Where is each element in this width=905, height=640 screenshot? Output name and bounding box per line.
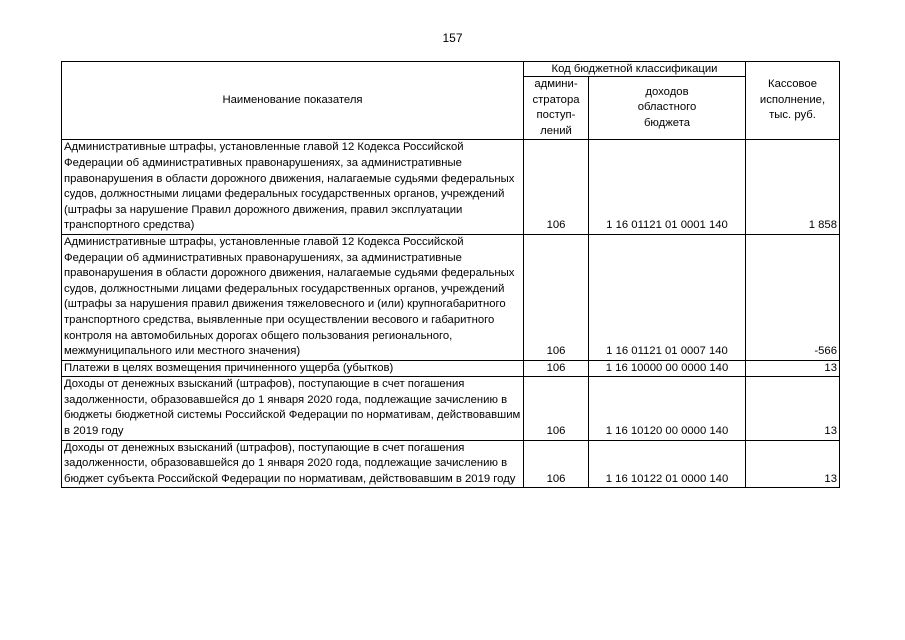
row-amount: -566 (746, 234, 840, 360)
table-header (62, 62, 840, 140)
row-amount: 13 (746, 360, 840, 377)
row-income-code: 1 16 01121 01 0001 140 (589, 140, 746, 235)
header-income: доходов областного бюджета (589, 77, 746, 140)
row-amount: 13 (746, 377, 840, 440)
row-admin-code: 106 (524, 360, 589, 377)
table-row (62, 377, 840, 440)
table-row (62, 360, 840, 377)
row-amount: 1 858 (746, 140, 840, 235)
row-name: Административные штрафы, установленные главой 12 Кодекса Российской Федерации об административных правонарушениях, за административные правонарушения в области дорожного движения, налагаемые судьями федеральных судов, должностными лицами федеральных государственных органов, учреждений (штрафы за нарушение Правил дорожного движения, правил эксплуатации транспортного средства) (62, 140, 524, 235)
row-name: Доходы от денежных взысканий (штрафов), поступающие в счет погашения задолженности, образовавшейся до 1 января 2020 года, подлежащие зачислению в бюджеты бюджетной системы Российской Федерации по нормативам, действовавшим в 2019 году (62, 377, 524, 440)
row-admin-code: 106 (524, 377, 589, 440)
header-budget-code: Код бюджетной классификации (524, 62, 746, 77)
table-row (62, 234, 840, 360)
header-administrator: админи-стратора поступ-лений (524, 77, 589, 140)
row-amount: 13 (746, 440, 840, 488)
row-name: Платежи в целях возмещения причиненного ущерба (убытков) (62, 360, 524, 377)
table-body (62, 140, 840, 488)
budget-table (61, 61, 840, 488)
row-income-code: 1 16 10120 00 0000 140 (589, 377, 746, 440)
row-admin-code: 106 (524, 440, 589, 488)
header-name: Наименование показателя (62, 62, 524, 140)
row-admin-code: 106 (524, 234, 589, 360)
row-name: Доходы от денежных взысканий (штрафов), поступающие в счет погашения задолженности, образовавшейся до 1 января 2020 года, подлежащие зачислению в бюджет субъекта Российской Федерации по нормативам, действовавшим в 2019 году (62, 440, 524, 488)
row-income-code: 1 16 10122 01 0000 140 (589, 440, 746, 488)
table-row (62, 440, 840, 488)
table-row (62, 140, 840, 235)
row-name: Административные штрафы, установленные главой 12 Кодекса Российской Федерации об административных правонарушениях, за административные правонарушения в области дорожного движения, налагаемые судьями федеральных судов, должностными лицами федеральных государственных органов, учреждений (штрафы за нарушения правил движения тяжеловесного и (или) крупногабаритного транспортного средства, выявленные при осуществлении весового и габаритного контроля на автомобильных дорогах общего пользования регионального, межмуниципального или местного значения) (62, 234, 524, 360)
row-income-code: 1 16 10000 00 0000 140 (589, 360, 746, 377)
row-admin-code: 106 (524, 140, 589, 235)
header-execution: Кассовое исполнение, тыс. руб. (746, 62, 840, 140)
row-income-code: 1 16 01121 01 0007 140 (589, 234, 746, 360)
page-number: 157 (442, 31, 463, 45)
